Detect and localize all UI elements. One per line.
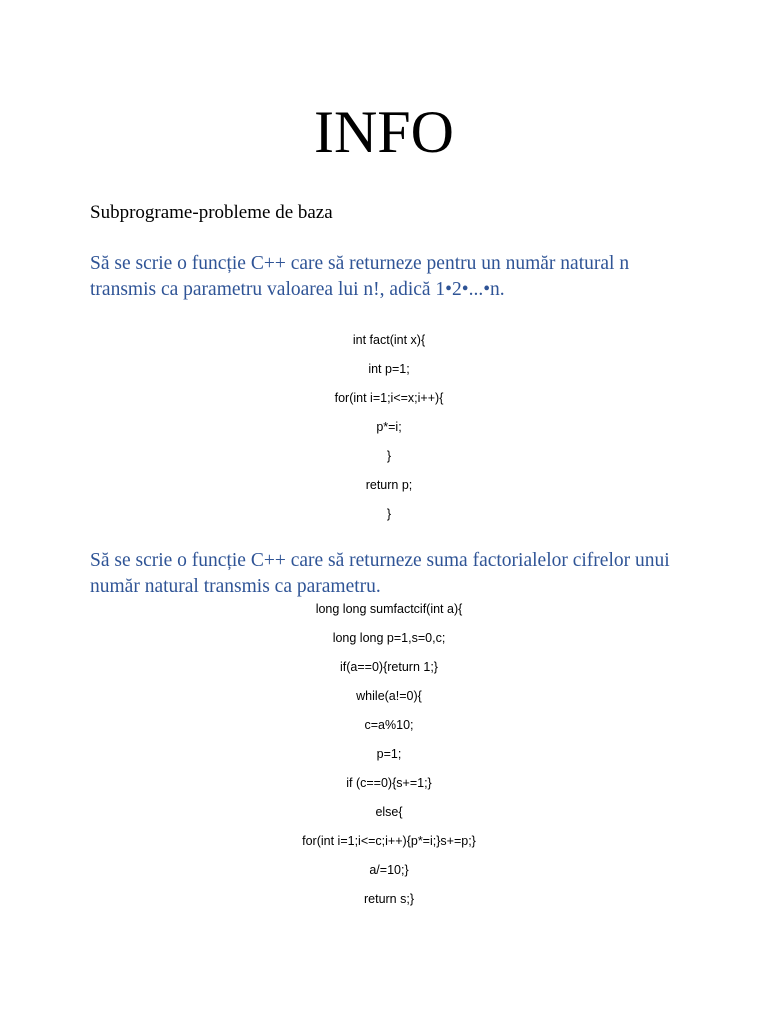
code-line: return s;} [363, 892, 415, 906]
code-line: c=a%10; [364, 718, 414, 732]
problem-2-code-block [0, 600, 768, 919]
code-line: for(int i=1;i<=c;i++){p*=i;}s+=p;} [302, 834, 476, 848]
code-line: else{ [375, 805, 403, 819]
code-line: return p; [365, 478, 413, 492]
document-subtitle: Subprograme-probleme de baza [90, 202, 333, 223]
code-line: long long p=1,s=0,c; [332, 631, 446, 645]
code-line: if (c==0){s+=1;} [346, 776, 432, 790]
document-title: INFO [313, 99, 454, 165]
problem-2-statement: Să se scrie o funcție C++ care să returneze suma factorialelor cifrelor unui număr natural transmis ca parametru. [90, 550, 670, 597]
code-line: int fact(int x){ [352, 333, 426, 347]
code-line: p=1; [376, 747, 402, 761]
code-line: a/=10;} [369, 863, 409, 877]
code-line: while(a!=0){ [356, 689, 422, 703]
problem-1-code-block [0, 331, 768, 534]
code-line: for(int i=1;i<=x;i++){ [334, 391, 444, 405]
code-line: } [386, 449, 392, 463]
code-line: } [386, 507, 392, 521]
code-line: long long sumfactcif(int a){ [315, 602, 463, 616]
problem-1-statement: Să se scrie o funcție C++ care să returneze pentru un număr natural n transmis ca parametru valoarea lui n!, adică 1•2•...•n. [90, 253, 630, 300]
code-line: p*=i; [376, 420, 402, 434]
code-line: if(a==0){return 1;} [340, 660, 438, 674]
code-line: int p=1; [368, 362, 410, 376]
